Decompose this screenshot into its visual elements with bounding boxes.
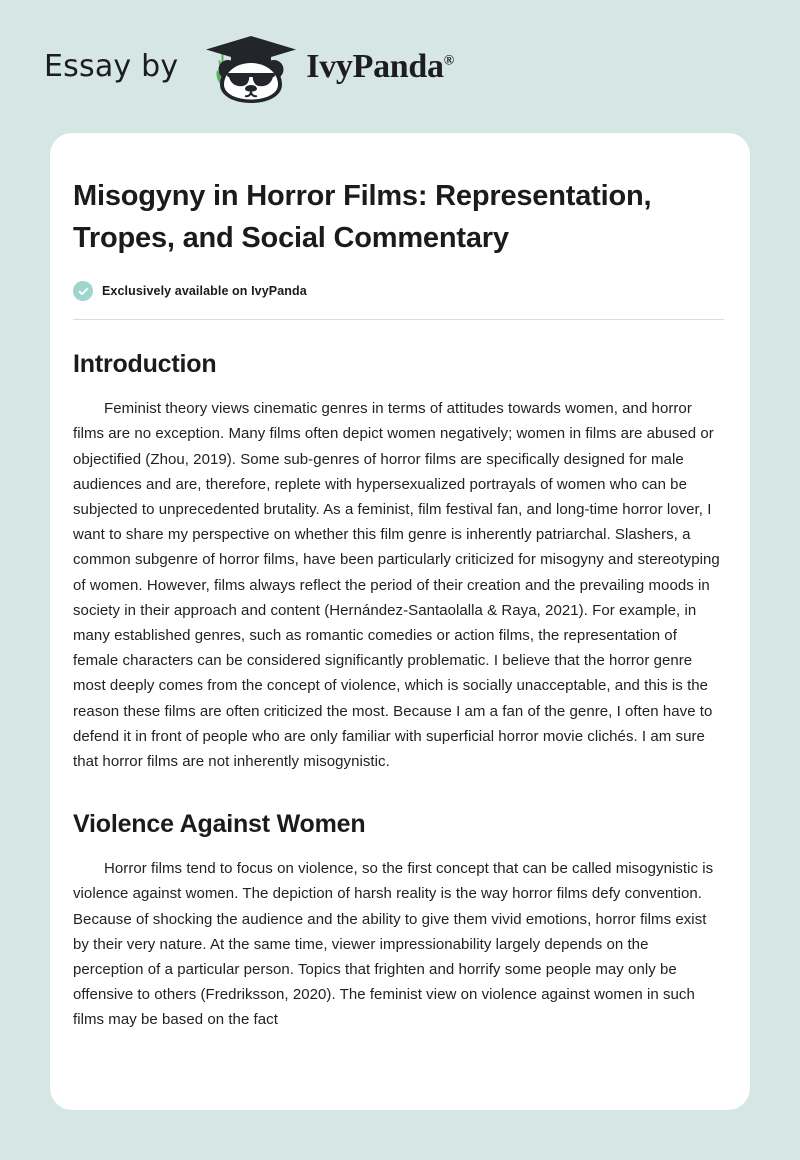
status-badge <box>73 281 727 301</box>
essay-card-inner <box>73 175 727 1033</box>
title-divider <box>73 319 724 320</box>
section-paragraph: Horror films tend to focus on violence, so the first concept that can be called misogynistic is violence against women. The depiction of harsh reality is the way horror films defy convention. Because of shocking the audience and the ability to give them vivid emotions, horror films exist by their very nature. At the same time, viewer impressionability largely depends on the perception of a particular person. Topics that frighten and horrify some people may only be offensive to others (Fredriksson, 2020). The feminist view on violence against women in such films may be based on the fact <box>73 860 714 1029</box>
panda-graduation-cap-icon <box>196 31 304 103</box>
section-paragraph: Feminist theory views cinematic genres in terms of attitudes towards women, and horror films are no exception. Many films often depict women negatively; women in films are abused or objectified (Zhou, 2019). Some sub-genres of horror films are specifically designed for male audiences and are, therefore, replete with hypersexualized portrayals of women who can be subjected to unprecedented brutality. As a feminist, film festival fan, and long-time horror lover, I want to share my perspective on whether this film genre is inherently patriarchal. Slashers, a common subgenre of horror films, have been particularly criticized for misogyny and stereotyping of women. However, films always reflect the period of their creation and the prevailing moods in society in their approach and content (Hernández-Santaolalla & Raya, 2021). For example, in many established genres, such as romantic comedies or action films, the representation of female characters can be considered significantly problematic. I believe that the horror genre most deeply comes from the concept of violence, which is socially unacceptable, and this is the reason these films are often criticized the most. Because I am a fan of the genre, I often have to defend it in front of people who are only familiar with superficial horror movie clichés. I am sure that horror films are not inherently misogynistic. <box>73 400 720 770</box>
brand-name-text: IvyPanda <box>306 47 444 85</box>
ivypanda-wordmark <box>306 47 454 85</box>
essay-by-label: Essay by <box>44 48 179 84</box>
check-circle-icon <box>73 281 93 301</box>
essay-card <box>50 133 750 1110</box>
section-heading-violence-against-women: Violence Against Women <box>73 810 366 839</box>
ivypanda-logo[interactable] <box>196 31 454 103</box>
registered-mark: ® <box>443 53 454 69</box>
section-heading-introduction: Introduction <box>73 350 217 379</box>
status-badge-label: Exclusively available on IvyPanda <box>102 284 307 299</box>
page-title: Misogyny in Horror Films: Representation, Tropes, and Social Commentary <box>73 180 652 255</box>
brand-header <box>0 0 800 133</box>
